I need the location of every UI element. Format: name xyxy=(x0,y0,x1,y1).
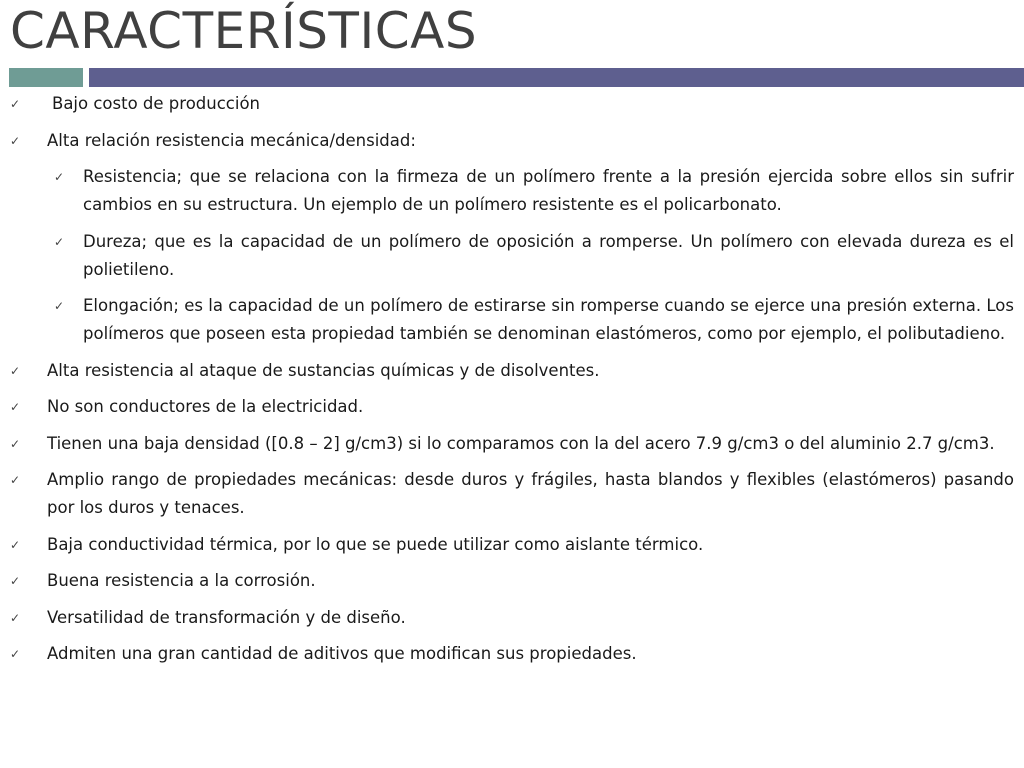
sub-list-item xyxy=(10,228,1014,284)
list-item-text: Baja conductividad térmica, por lo que se puede utilizar como aislante térmico. xyxy=(47,534,704,554)
list-item-text: Bajo costo de producción xyxy=(52,94,260,113)
list-item-text: Admiten una gran cantidad de aditivos que modifican sus propiedades. xyxy=(47,644,637,663)
list-item xyxy=(10,567,1014,595)
check-icon: ✓ xyxy=(10,436,21,451)
list-item xyxy=(10,531,1014,559)
check-icon: ✓ xyxy=(10,363,21,378)
list-item xyxy=(10,357,1014,385)
list-item xyxy=(10,604,1014,632)
check-icon: ✓ xyxy=(10,473,21,487)
list-item-text: Versatilidad de transformación y de diseño. xyxy=(47,607,406,627)
check-icon: ✓ xyxy=(54,299,65,313)
check-icon: ✓ xyxy=(10,610,21,625)
sub-list-item xyxy=(10,163,1014,219)
sub-list-item xyxy=(10,292,1014,348)
list-item-text: Elongación; es la capacidad de un polímero de estirarse sin romperse cuando se ejerce una presión externa. Los polímeros que poseen esta propiedad también se denominan elastómeros, como por ejemplo, el polibutadieno. xyxy=(83,296,1014,343)
list-item-text: Alta relación resistencia mecánica/densidad: xyxy=(47,130,416,150)
list-item-text: Tienen una baja densidad ([0.8 – 2] g/cm3) si lo comparamos con la del acero 7.9 g/cm3 o del aluminio 2.7 g/cm3. xyxy=(47,433,995,453)
title-bar-accent-left xyxy=(9,68,83,87)
list-item xyxy=(10,127,1014,155)
check-icon: ✓ xyxy=(54,170,65,184)
list-item-text: No son conductores de la electricidad. xyxy=(47,397,364,416)
check-icon: ✓ xyxy=(10,133,21,148)
title-bar-accent-right xyxy=(89,68,1024,87)
list-item-text: Buena resistencia a la corrosión. xyxy=(47,571,316,590)
check-icon: ✓ xyxy=(54,234,65,249)
list-item xyxy=(10,393,1014,421)
slide-title: CARACTERÍSTICAS xyxy=(10,2,478,60)
check-icon: ✓ xyxy=(10,537,21,552)
check-icon: ✓ xyxy=(10,400,21,414)
list-item-text: Alta resistencia al ataque de sustancias químicas y de disolventes. xyxy=(47,360,600,380)
list-item xyxy=(10,90,1014,118)
bullet-list xyxy=(10,90,1014,677)
check-icon: ✓ xyxy=(10,647,21,661)
list-item xyxy=(10,430,1014,458)
list-item xyxy=(10,466,1014,522)
list-item xyxy=(10,640,1014,668)
check-icon: ✓ xyxy=(10,574,21,588)
list-item-text: Dureza; que es la capacidad de un polímero de oposición a romperse. Un polímero con elevada dureza es el polietileno. xyxy=(83,231,1014,279)
list-item-text: Amplio rango de propiedades mecánicas: desde duros y frágiles, hasta blandos y flexibles (elastómeros) pasando por los duros y tenaces. xyxy=(47,470,1014,517)
check-icon: ✓ xyxy=(10,97,21,111)
list-item-text: Resistencia; que se relaciona con la firmeza de un polímero frente a la presión ejercida sobre ellos sin sufrir cambios en su estructura. Un ejemplo de un polímero resistente es el policarbonato. xyxy=(83,167,1014,214)
